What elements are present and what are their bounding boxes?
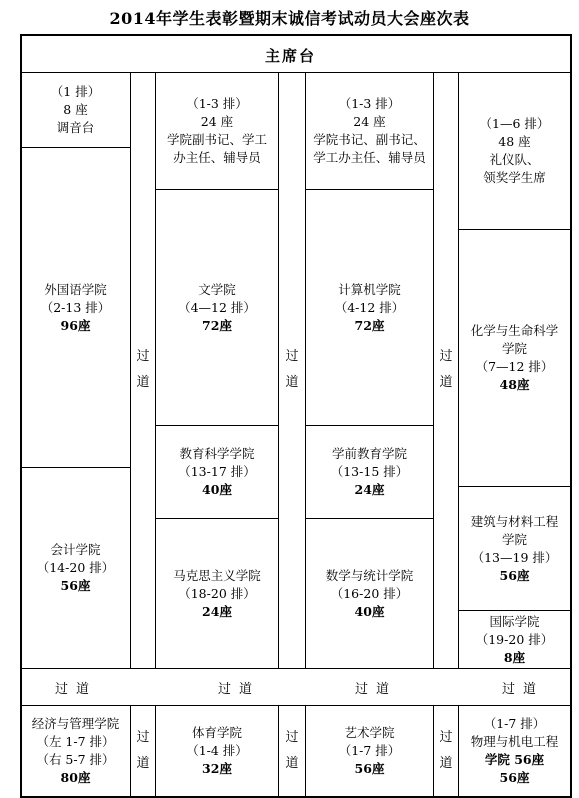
aisle-char: 过	[439, 730, 453, 745]
section-rows: （16-20 排）	[330, 585, 409, 601]
section-economics-management	[21, 706, 130, 796]
section-international	[459, 611, 570, 668]
aisle-char: 道	[136, 375, 150, 390]
section-rows: （1-3 排）	[186, 96, 248, 111]
section-line: 领奖学生席	[483, 170, 546, 185]
section-deputy-secretaries	[156, 73, 278, 189]
section-seats: 32座	[202, 761, 232, 776]
section-seats: 56座	[60, 578, 91, 593]
section-sound-desk	[21, 73, 130, 147]
section-seats: 40座	[354, 603, 385, 619]
section-name: 外国语学院	[44, 281, 107, 297]
aisle-char: 道	[285, 756, 299, 771]
section-seats: 24座	[354, 482, 385, 497]
section-name: 教育科学学院	[179, 446, 255, 461]
section-rows: （1-3 排）	[338, 96, 401, 111]
section-line: 学院	[501, 531, 527, 547]
aisle-char: 过	[439, 349, 453, 364]
section-line: 办主任、辅导员	[173, 150, 261, 165]
section-name: 数学与统计学院	[325, 567, 414, 583]
section-line: 学工办主任、辅导员	[313, 150, 426, 165]
section-seats: 96座	[60, 317, 91, 333]
aisle-char: 道	[439, 756, 453, 771]
section-line: 建筑与材料工程	[470, 513, 559, 529]
section-preschool-education	[306, 426, 433, 518]
section-rows: （7—12 排）	[475, 359, 554, 374]
section-rows: （13-15 排）	[330, 464, 409, 479]
section-seats: 24座	[202, 603, 232, 619]
aisle-horizontal: 过道	[55, 682, 98, 697]
section-line: 学院 56座	[484, 752, 545, 767]
section-accounting	[21, 468, 130, 668]
section-architecture-materials	[459, 487, 570, 610]
section-rows: （18-20 排）	[178, 585, 256, 601]
section-secretaries	[306, 73, 433, 189]
section-chemistry-life-science	[459, 230, 570, 486]
section-line: 学院书记、副书记、	[313, 132, 426, 147]
section-computer-science	[306, 190, 433, 425]
aisle-horizontal: 过道	[218, 682, 261, 697]
section-seats: 8 座	[63, 102, 88, 117]
section-name: 国际学院	[489, 613, 540, 629]
aisle-vertical	[131, 705, 155, 797]
aisle-vertical	[279, 72, 305, 668]
section-seats: 48 座	[498, 134, 531, 149]
section-rows: （4—12 排）	[178, 299, 256, 315]
aisle-vertical	[434, 72, 458, 668]
aisle-vertical	[131, 72, 155, 668]
section-foreign-languages	[21, 148, 130, 467]
section-rows: （4-12 排）	[334, 299, 405, 315]
aisle-row-top	[20, 668, 572, 669]
section-etiquette-awardees	[459, 73, 570, 229]
section-seats: 24 座	[353, 114, 386, 129]
section-line: 学院	[501, 341, 527, 356]
section-name: 调音台	[56, 120, 95, 135]
section-line: 礼仪队、	[489, 152, 540, 167]
section-seats: 56座	[499, 567, 530, 583]
section-rows: （13—19 排）	[471, 549, 558, 565]
section-marxism	[156, 519, 278, 668]
aisle-horizontal: 过道	[502, 682, 545, 697]
section-math-statistics	[306, 519, 433, 668]
section-education-science	[156, 426, 278, 518]
section-rows: （1 排）	[50, 84, 101, 99]
section-name: 体育学院	[191, 725, 242, 740]
section-seats: 40座	[202, 482, 232, 497]
section-rows: （左 1-7 排）	[36, 734, 115, 749]
table-border-top	[20, 34, 572, 36]
section-physics-mechatronics	[459, 706, 570, 796]
aisle-char: 道	[136, 756, 150, 771]
section-rows: （1-7 排）	[338, 743, 401, 758]
section-seats: 8座	[503, 649, 526, 665]
aisle-char: 过	[285, 730, 299, 745]
aisle-char: 道	[285, 375, 299, 390]
page-title: 2014年学生表彰暨期末诚信考试动员大会座次表	[109, 9, 470, 28]
section-rows: （19-20 排）	[475, 631, 554, 647]
section-name: 会计学院	[50, 542, 101, 557]
section-name: 马克思主义学院	[173, 567, 261, 583]
section-rows: （13-17 排）	[178, 464, 256, 479]
section-name: 文学院	[198, 281, 236, 297]
section-rows: （1-4 排）	[186, 743, 248, 758]
rostrum-label: 主席台	[265, 47, 317, 65]
section-rows: （1—6 排）	[479, 116, 550, 131]
section-seats: 24 座	[200, 114, 234, 129]
section-name: 经济与管理学院	[31, 716, 120, 731]
section-name: 艺术学院	[344, 725, 395, 740]
section-name: 学前教育学院	[331, 446, 407, 461]
section-line: 化学与生命科学	[470, 323, 559, 338]
aisle-horizontal: 过道	[355, 682, 398, 697]
section-rows: （右 5-7 排）	[36, 752, 115, 767]
section-arts	[306, 706, 433, 796]
section-name: 计算机学院	[338, 281, 401, 297]
section-seats: 72座	[202, 317, 232, 333]
section-seats: 72座	[354, 317, 385, 333]
aisle-char: 过	[285, 349, 299, 364]
section-line: 学院副书记、学工	[166, 132, 267, 147]
aisle-char: 过	[136, 349, 150, 364]
section-rows: （1-7 排）	[483, 716, 546, 731]
section-seats: 56座	[499, 770, 530, 785]
table-border-right	[570, 34, 572, 798]
section-seats: 80座	[60, 770, 91, 785]
aisle-vertical	[434, 705, 458, 797]
section-seats: 56座	[354, 761, 385, 776]
aisle-char: 过	[136, 730, 150, 745]
section-liberal-arts	[156, 190, 278, 425]
section-rows: （2-13 排）	[40, 299, 111, 315]
section-rows: （14-20 排）	[36, 560, 115, 575]
section-line: 物理与机电工程	[470, 734, 559, 749]
aisle-vertical	[279, 705, 305, 797]
aisle-char: 道	[439, 375, 453, 390]
section-physical-education	[156, 706, 278, 796]
section-seats: 48座	[499, 377, 530, 392]
